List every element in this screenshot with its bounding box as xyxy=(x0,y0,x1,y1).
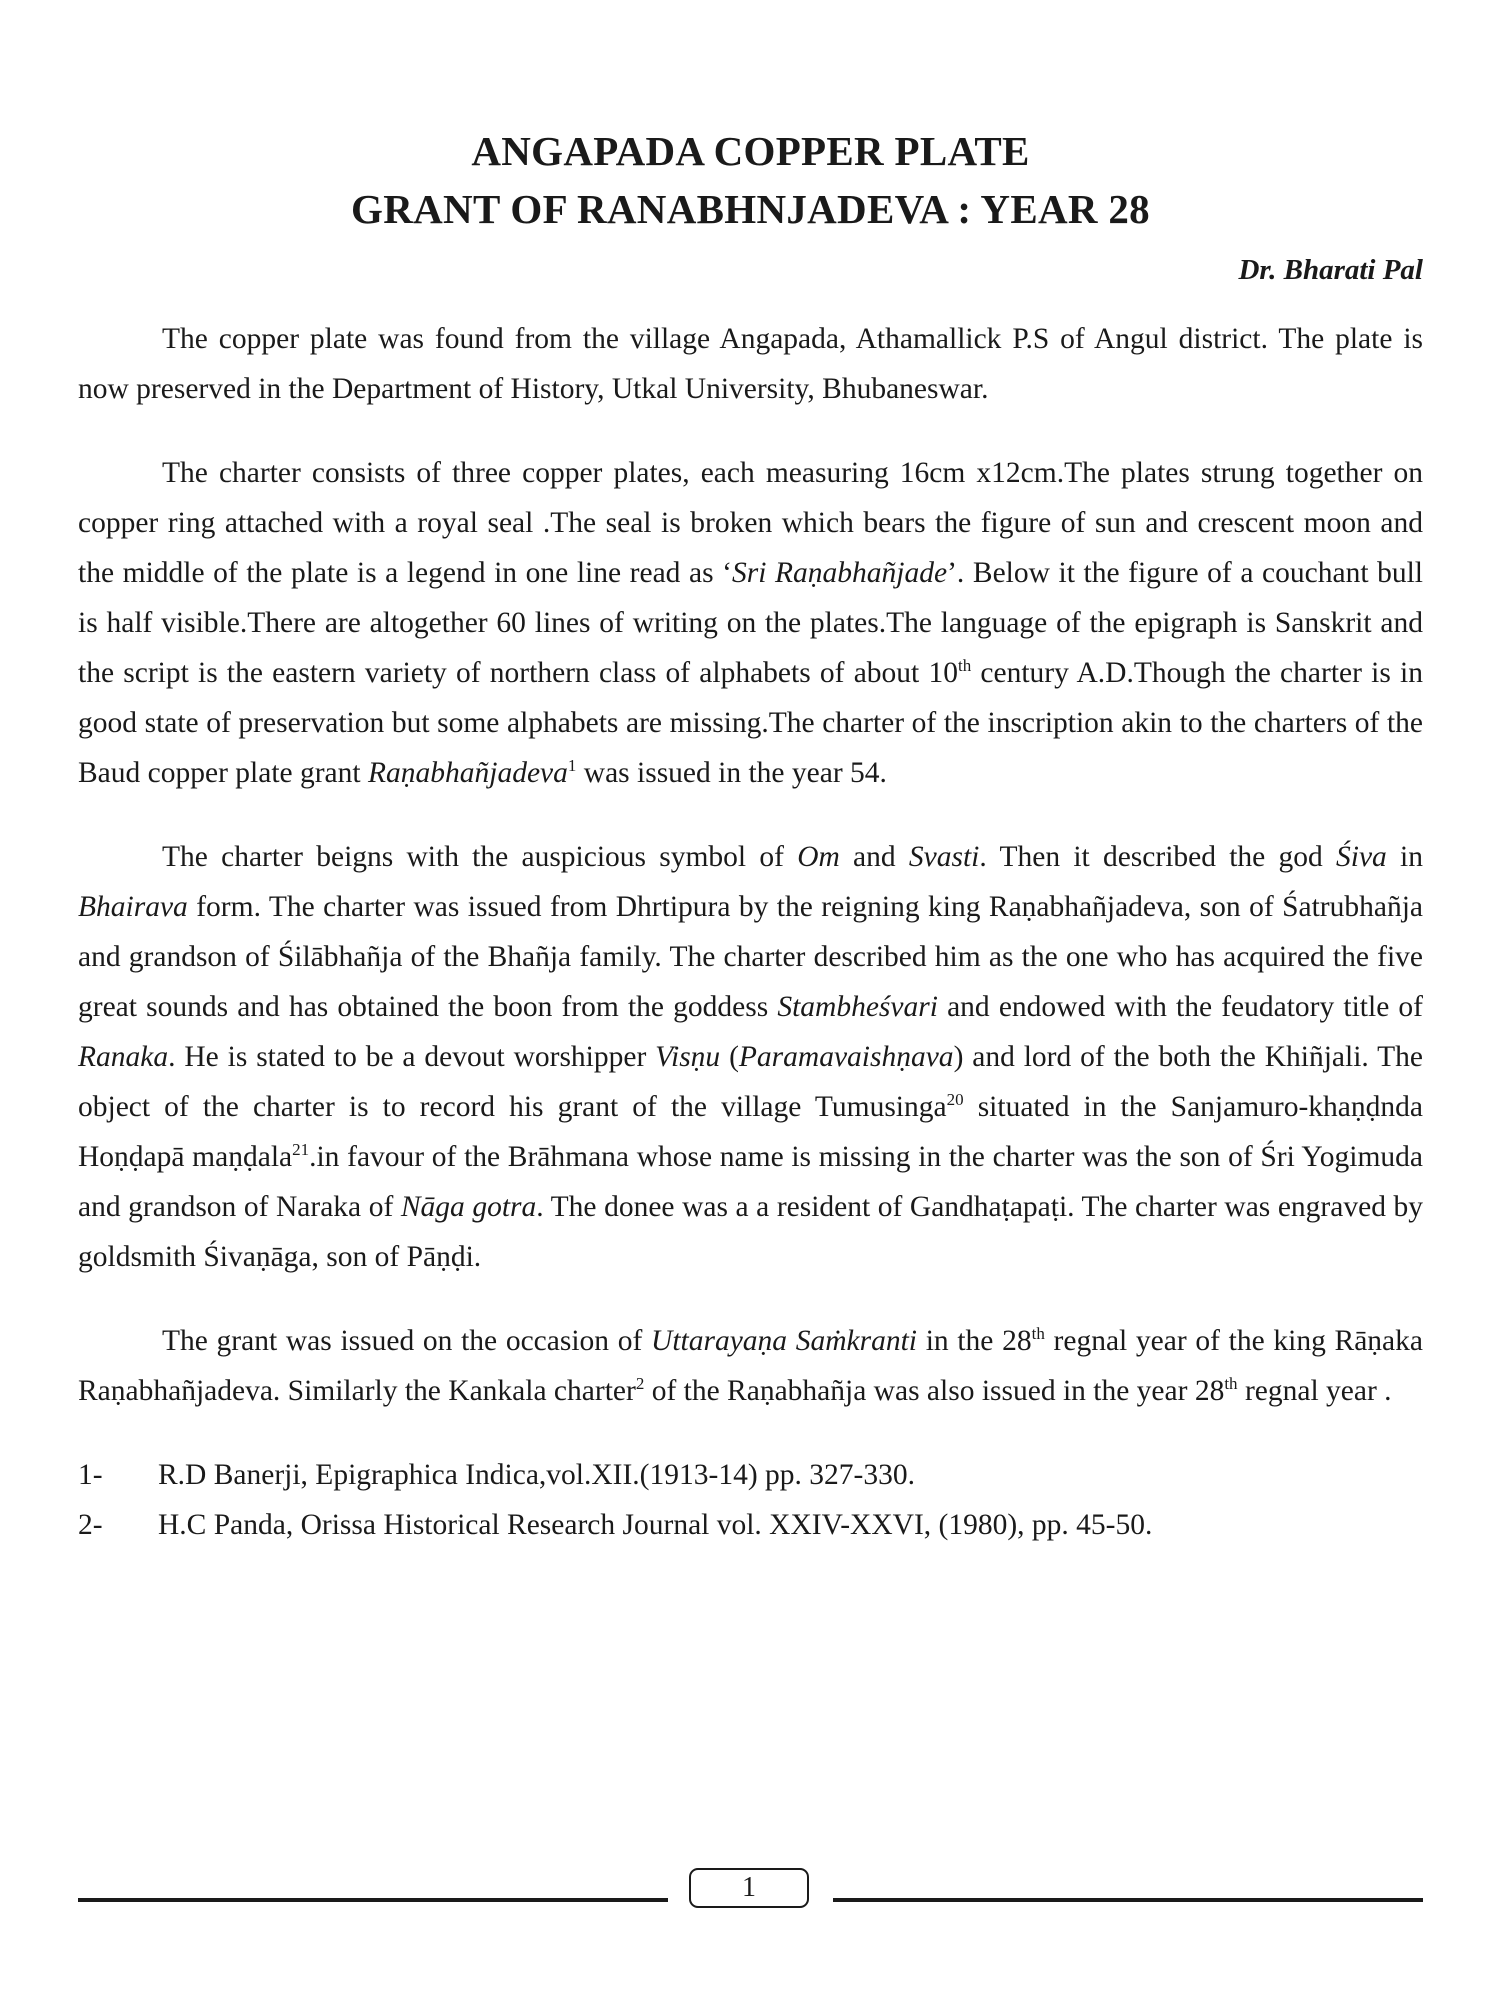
footnote-ref-1: 1 xyxy=(567,756,577,776)
footer-rule-left xyxy=(78,1898,668,1902)
page-footer xyxy=(78,1868,1423,1912)
superscript: th xyxy=(1224,1374,1238,1394)
footer-rule-right xyxy=(833,1898,1423,1902)
footnote-number: 1- xyxy=(78,1459,103,1491)
page-number: 1 xyxy=(689,1868,809,1908)
paragraph-2: The charter consists of three copper plates, each measuring 16cm x12cm.The plates strung together on copper ring attached with a royal seal .The seal is broken which bears the figure of sun and crescent moon and the middle of the plate is a legend in one line read as ‘Sri Raṇabhañjade’. Below it the figure of a couchant bull is half visible.There are altogether 60 lines of writing on the plates.The language of the epigraph is Sanskrit and the script is the eastern variety of northern class of alphabets of about 10th century A.D.Though the charter is in good state of preservation but some alphabets are missing.The charter of the inscription akin to the charters of the Baud copper plate grant Raṇabhañjadeva$^1$ was issued in the year 54. xyxy=(78,457,1424,789)
footnote-text: R.D Banerji, Epigraphica Indica,vol.XII.(1913-14) pp. 327-330. xyxy=(158,1459,915,1491)
superscript: th xyxy=(1031,1324,1045,1344)
superscript: 20 xyxy=(946,1090,964,1110)
footnotes xyxy=(78,1450,1423,1550)
article-title xyxy=(78,0,1423,238)
paragraph-1: The copper plate was found from the village Angapada, Athamallick P.S of Angul district. The plate is now preserved in the Department of History, Utkal University, Bhubaneswar. xyxy=(78,323,1423,405)
footnote-2 xyxy=(78,1500,1423,1550)
footnote-1 xyxy=(78,1450,1423,1500)
paragraph-4: The grant was issued on the occasion of Uttarayaṇa Saṁkranti in the 28th regnal year of the king Rāṇaka Raṇabhañjadeva. Similarly the Kankala charter$^2$ of the Raṇabhañja was also issued in the year 28th regnal year . xyxy=(78,1324,1423,1407)
author-name: Dr. Bharati Pal xyxy=(1238,254,1423,286)
title-line-1: ANGAPADA COPPER PLATE xyxy=(471,128,1030,174)
paragraph-3: The charter beigns with the auspicious symbol of Om and Svasti. Then it described the god Śiva in Bhairava form. The charter was issued from Dhrtipura by the reigning king Raṇabhañjadeva, son of Śatrubhañja and grandson of Śilābhañja of the Bhañja family. The charter described him as the one who has acquired the five great sounds and has obtained the boon from the goddess Stambheśvari and endowed with the feudatory title of Ranaka. He is stated to be a devout worshipper Visṇu (Paramavaishṇava) and lord of the both the Khiñjali. The object of the charter is to record his grant of the village Tumusinga$^{20}$ situated in the Sanjamuro-khaṇḍnda Hoṇḍapā maṇḍala$^{21}$.in favour of the Brāhmana whose name is missing in the charter was the son of Śri Yogimuda and grandson of Naraka of Nāga gotra. The donee was a a resident of Gandhaṭapaṭi. The charter was engraved by goldsmith Śivaṇāga, son of Pāṇḍi. xyxy=(78,841,1424,1273)
title-line-2: GRANT OF RANABHNJADEVA : YEAR 28 xyxy=(351,186,1150,232)
footnote-number: 2- xyxy=(78,1509,103,1541)
footnote-ref-2: 2 xyxy=(635,1374,645,1394)
footnote-text: H.C Panda, Orissa Historical Research Journal vol. XXIV-XXVI, (1980), pp. 45-50. xyxy=(158,1509,1153,1541)
superscript: 21 xyxy=(292,1140,310,1160)
superscript: th xyxy=(957,656,972,676)
